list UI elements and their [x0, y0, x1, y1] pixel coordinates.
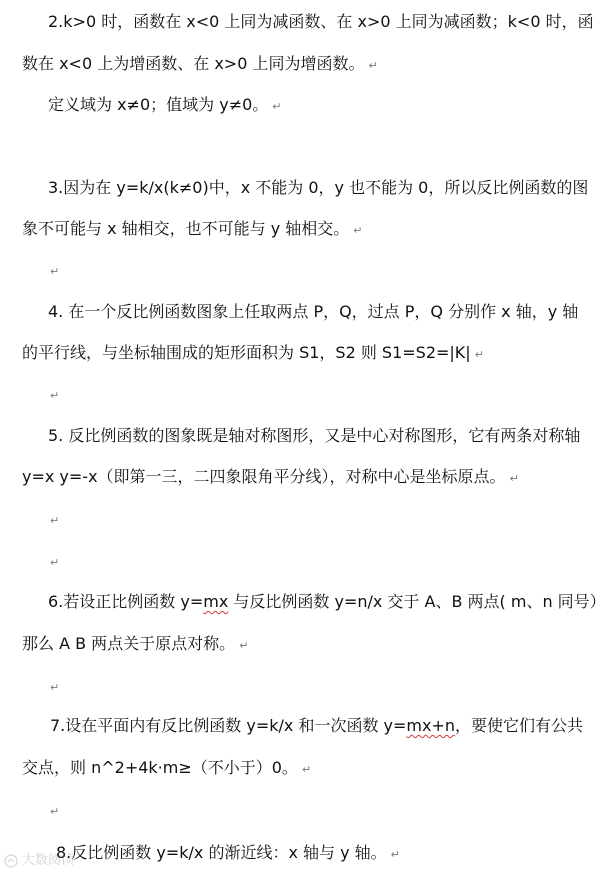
paragraph-7-line-1: [50, 716, 583, 736]
text: 与反比例函数 y=n/x 交于 A、B 两点( m、n 同号）: [228, 592, 606, 611]
paragraph-mark-icon: ↵: [301, 763, 312, 776]
domain-range-line: [48, 95, 282, 117]
paragraph-6-line-2: [22, 634, 248, 656]
paragraph-3-line-2: [22, 219, 363, 241]
text: y=x y=-x（即第一三，二四象限角平分线），对称中心是坐标原点。: [22, 467, 506, 486]
paragraph-5-line-1: [48, 426, 580, 446]
text: 6.若设正比例函数 y=: [48, 592, 204, 611]
paragraph-mark-icon: ↵: [509, 472, 519, 485]
watermark-text: 大数阅读: [22, 853, 75, 868]
paragraph-4-line-1: [48, 302, 578, 322]
paragraph-mark-icon: ↵: [390, 848, 400, 861]
paragraph-mark-icon: ↵: [353, 224, 363, 237]
paragraph-3-line-1: [48, 178, 588, 198]
empty-paragraph: [46, 800, 59, 822]
empty-paragraph: [46, 384, 59, 406]
paragraph-2-line-1: [48, 12, 594, 32]
empty-paragraph: [46, 551, 59, 573]
empty-paragraph: [46, 260, 59, 282]
paragraph-mark-icon: ↵: [272, 100, 282, 113]
paragraph-2-line-2: [22, 54, 378, 76]
spellcheck-flagged-word: mx: [203, 592, 229, 611]
paragraph-4-line-2: [22, 343, 484, 365]
paragraph-mark-icon: ↵: [474, 348, 484, 361]
text: 7.设在平面内有反比例函数 y=k/x 和一次函数 y=: [50, 716, 407, 735]
empty-paragraph: [46, 676, 59, 698]
text: 2.k>0 时，函数在 x<0 上同为减函数、在 x>0 上同为减函数；k<0 时，函: [48, 12, 594, 31]
text: 那么 A B 两点关于原点对称。: [22, 634, 236, 653]
paragraph-6-line-1: [48, 592, 606, 612]
watermark-logo-icon: [4, 854, 18, 868]
paragraph-7-line-2: [22, 758, 311, 780]
text: 的平行线，与坐标轴围成的矩形面积为 S1，S2 则 S1=S2=|K|: [22, 343, 471, 362]
watermark: [4, 852, 114, 872]
text: 定义域为 x≠0；值域为 y≠0。: [48, 95, 269, 114]
paragraph-mark-icon: ↵: [50, 389, 60, 402]
text: 5. 反比例函数的图象既是轴对称图形，又是中心对称图形，它有两条对称轴: [48, 426, 581, 445]
paragraph-mark-icon: ↵: [239, 639, 249, 652]
text: ，要使它们有公共: [455, 716, 584, 735]
text: 象不可能与 x 轴相交，也不可能与 y 轴相交。: [22, 219, 350, 238]
paragraph-mark-icon: ↵: [50, 556, 60, 569]
empty-paragraph: [46, 509, 59, 531]
text: 3.因为在 y=k/x(k≠0)中，x 不能为 0，y 也不能为 0，所以反比例函数的图: [48, 178, 589, 197]
paragraph-mark-icon: ↵: [50, 681, 60, 694]
paragraph-mark-icon: ↵: [50, 514, 60, 527]
text: 交点，则 n^2+4k·m≥（不小于）0。: [22, 758, 298, 777]
paragraph-mark-icon: ↵: [50, 265, 60, 278]
text: 数在 x<0 上为增函数、在 x>0 上同为增函数。: [22, 54, 365, 73]
text: 8.反比例函数 y=k/x 的渐近线：x 轴与 y 轴。: [56, 843, 387, 862]
paragraph-5-line-2: [22, 467, 519, 489]
paragraph-mark-icon: ↵: [368, 59, 378, 72]
text: 4. 在一个反比例函数图象上任取两点 P，Q，过点 P，Q 分别作 x 轴，y 轴: [48, 302, 579, 321]
spellcheck-flagged-word: mx+n: [406, 716, 456, 735]
paragraph-mark-icon: ↵: [50, 805, 60, 818]
